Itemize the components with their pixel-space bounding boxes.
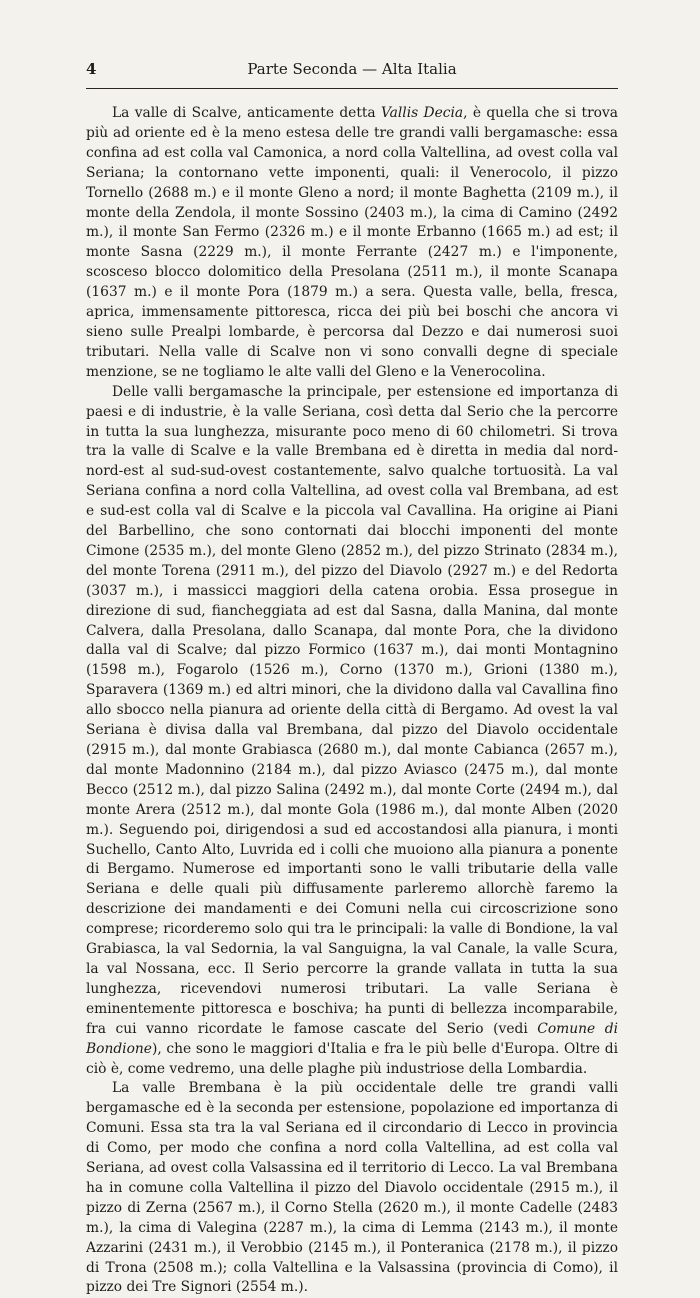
- header-rule: [86, 88, 618, 89]
- paragraph-brembana: La valle Brembana è la più occidentale delle tre grandi valli bergamasche ed è la seconda per estensione, popolazione ed importanza di Comuni. Essa sta tra la val Seriana ed il circondario di Lecco in provincia di Como, per modo che confina a nord colla Valtellina, ad est colla val Seriana, ad ovest colla Valsassina ed il territorio di Lecco. La val Brembana ha in comune colla Valtellina il pizzo del Diavolo occidentale (2915 m.), il pizzo di Zerna (2567 m.), il Corno Stella (2620 m.), il monte Cadelle (2483 m.), la cima di Valegina (2287 m.), la cima di Lemma (2143 m.), il monte Azzarini (2431 m.), il Verobbio (2145 m.), il Ponteranica (2178 m.), il pizzo di Trona (2508 m.); colla Valtellina e la Valsassina (provincia di Como), il pizzo dei Tre Signori (2554 m.).: [86, 1080, 618, 1296]
- paragraph-seriana: Delle valli bergamasche la principale, per estensione ed importanza di paesi e di industrie, è la valle Seriana, così detta dal Serio che la percorre in tutta la sua lunghezza, misurante poco meno di 60 chilometri. Si trova tra la valle di Scalve e la valle Brembana ed è diretta in media dal nord-nord-est al sud-sud-ovest costantemente, salvo qualche tortuosità. La val Seriana confina a nord colla Valtellina, ad ovest colla val Brembana, ad est e sud-est colla val di Scalve e la piccola val Cavallina. Ha origine ai Piani del Barbellino, che sono contornati dai blocchi imponenti del monte Cimone (2535 m.), del monte Gleno (2852 m.), del pizzo Strinato (2834 m.), del monte Torena (2911 m.), del pizzo del Diavolo (2927 m.) e del Redorta (3037 m.), i massicci maggiori della catena orobia. Essa prosegue in direzione di sud, fiancheggiata ad est dal Sasna, dalla Manina, dal monte Calvera, dalla Presolana, dallo Scanapa, dal monte Pora, che la dividono dalla val di Scalve; dal pizzo Formico (1637 m.), dai monti Montagnino (1598 m.), Fogarolo (1526 m.), Corno (1370 m.), Grioni (1380 m.), Sparavera (1369 m.) ed altri minori, che la dividono dalla val Cavallina fino allo sbocco nella pianura ad oriente della città di Bergamo. Ad ovest la val Seriana è divisa dalla val Brembana, dal pizzo del Diavolo occidentale (2915 m.), dal monte Grabiasca (2680 m.), dal monte Cabianca (2657 m.), dal monte Madonnino (2184 m.), dal pizzo Aviasco (2475 m.), dal monte Becco (2512 m.), dal pizzo Salina (2492 m.), dal monte Corte (2494 m.), dal monte Arera (2512 m.), dal monte Gola (1986 m.), dal monte Alben (2020 m.). Seguendo poi, dirigendosi a sud ed accostandosi alla pianura, i monti Suchello, Canto Alto, Luvrida ed i colli che muoiono alla pianura a ponente di Bergamo. Numerose ed importanti sono le valli tributarie della valle Seriana e delle quali più diffusamente parleremo allorchè faremo la descrizione dei mandamenti e dei Comuni nella cui circoscrizione sono comprese; ricorderemo solo qui tra le principali: la valle di Bondione, la val Grabiasca, la val Sedornia, la val Sanguigna, la val Canale, la valle Scura, la val Nossana, ecc. Il Serio percorre la grande vallata in tutta la sua lunghezza, ricevendovi numerosi tributari. La valle Seriana è eminentemente pittoresca e boschiva; ha punti di bellezza incomparabile, fra cui vanno ricordate le famose cascate del Serio (vedi Comune di Bondione), che sono le maggiori d'Italia e fra le più belle d'Europa. Oltre di ciò è, come vedremo, una delle plaghe più industriose della Lombardia.: [86, 383, 618, 1077]
- page-number: 4: [86, 60, 97, 78]
- paragraph-scalve: La valle di Scalve, anticamente detta Vallis Decia, è quella che si trova più ad oriente ed è la meno estesa delle tre grandi valli bergamasche: essa confina ad est colla val Camonica, a nord colla Valtellina, ad ovest colla val Seriana; la contornano vette imponenti, quali: il Venerocolo, il pizzo Tornello (2688 m.) e il monte Gleno a nord; il monte Baghetta (2109 m.), il monte della Zendola, il monte Sossino (2403 m.), la cima di Camino (2492 m.), il monte San Fermo (2326 m.) e il monte Erbanno (1665 m.) ad est; il monte Sasna (2229 m.), il monte Ferrante (2427 m.) e l'imponente, scosceso blocco dolomitico della Presolana (2511 m.), il monte Scanapa (1637 m.) e il monte Pora (1879 m.) a sera. Questa valle, bella, fresca, aprica, immensamente pittoresca, ricca dei più bei boschi che ancora vi sieno sulle Prealpi lombarde, è percorsa dal Dezzo e dai numerosi suoi tributari. Nella valle di Scalve non vi sono convalli degne di speciale menzione, se ne togliamo le alte valli del Gleno e la Venerocolina.: [86, 105, 619, 380]
- page-header: [86, 56, 618, 84]
- body-text: [86, 104, 618, 1298]
- running-head: Parte Seconda — Alta Italia: [247, 60, 457, 78]
